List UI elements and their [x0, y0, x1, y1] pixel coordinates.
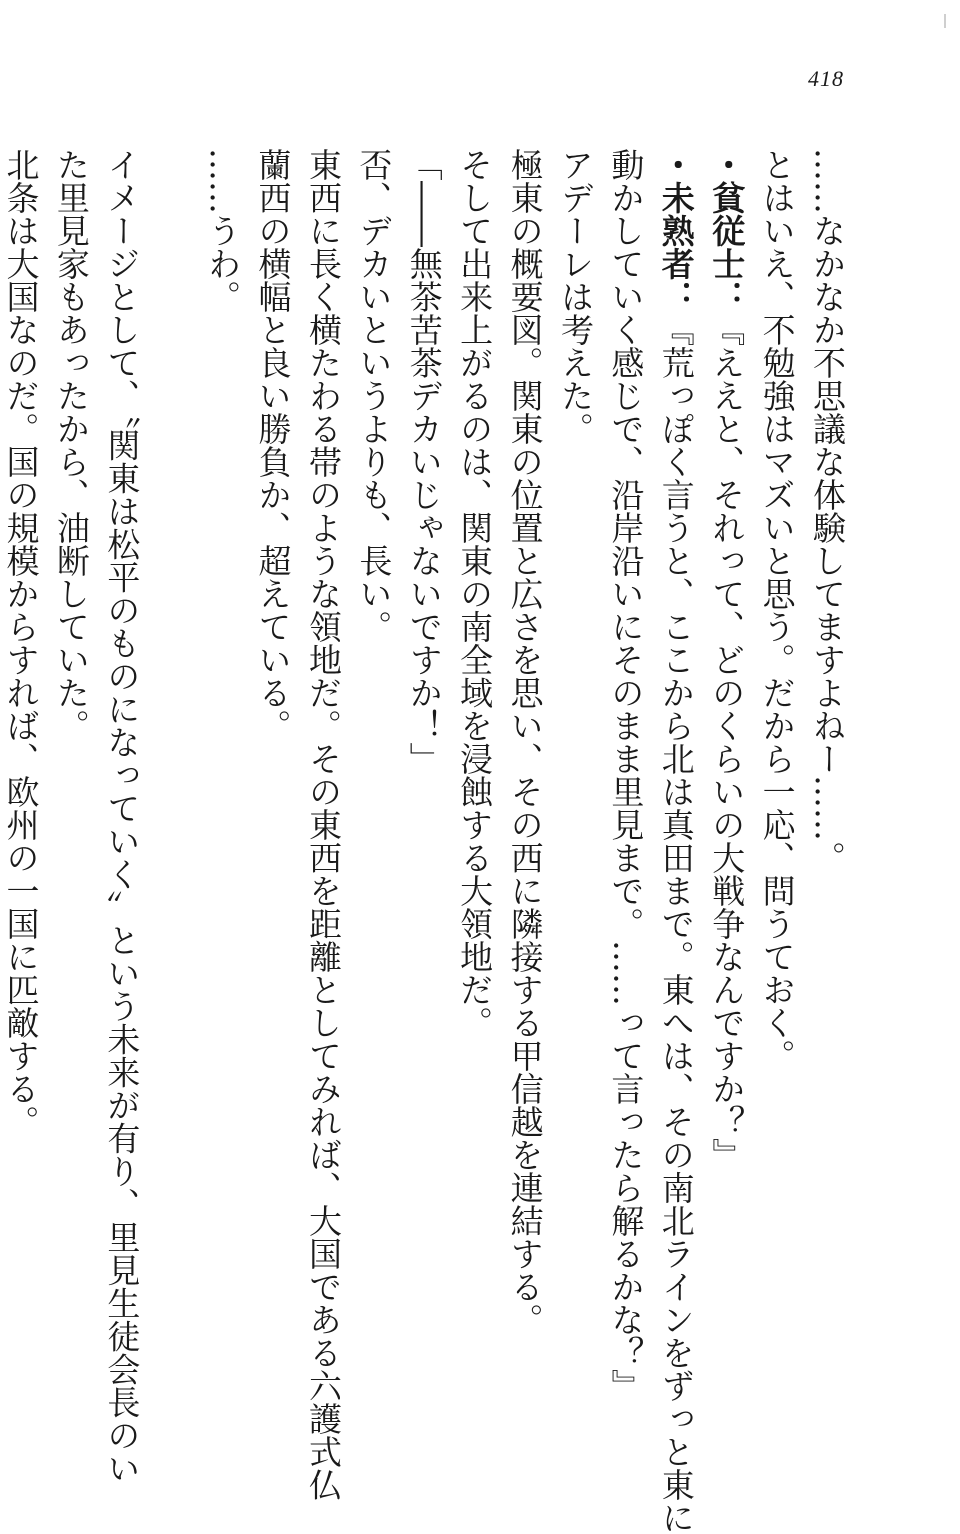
- text-line: [449, 148, 499, 1318]
- text-line: [398, 148, 448, 1318]
- text-line: [46, 148, 96, 1318]
- line-text: 『荒っぽく言うと、ここから北は真田まで。東へは、その南北ラインをずっと東に: [656, 313, 696, 1534]
- text-line: [348, 148, 398, 1318]
- line-text: そして出来上がるのは、関東の南全域を浸蝕する大領地だ。: [455, 148, 495, 1039]
- text-line: [550, 148, 600, 1318]
- line-text: 蘭西の横幅と良い勝負か、超えている。: [253, 148, 293, 742]
- text-line: [298, 148, 348, 1501]
- line-text: とはいえ、不勉強はマズいと思う。だから一応、問うておく。: [757, 148, 797, 1072]
- page-edge-mark: [944, 14, 946, 28]
- line-text: 動かしていく感じで、沿岸沿いにそのまま里見まで。……って言ったら解るかな？』: [606, 148, 646, 1402]
- line-text: ……なかなか不思議な体験してますよねー……。: [808, 148, 847, 874]
- line-text: 否、デカいというよりも、長い。: [354, 148, 394, 643]
- text-line: [802, 148, 852, 1318]
- text-line: [0, 148, 46, 1318]
- page-number: 418: [808, 66, 844, 91]
- line-text: た里見家もあったから、油断していた。: [51, 148, 91, 742]
- text-line: [499, 148, 549, 1336]
- text-line: [197, 148, 247, 1318]
- text-line: [247, 148, 297, 1318]
- line-text: アデーレは考えた。: [555, 148, 595, 445]
- line-text: ……うわ。: [203, 148, 243, 313]
- line-text: 北条は大国なのだ。国の規模からすれば、欧州の一国に匹敵する。: [1, 148, 41, 1138]
- speaker-label: ・貧従士：: [707, 148, 747, 313]
- dialogue-line: [701, 148, 751, 1318]
- vertical-text-body: [0, 148, 852, 1534]
- line-text: イメージとして、〝関東は松平のものになっていく〟という未来が有り、里見生徒会長のい: [102, 148, 142, 1485]
- line-text: 『ええと、それって、どのくらいの大戦争なんですか？』: [707, 313, 747, 1171]
- dialogue-line: [600, 148, 650, 1402]
- blank-line: [146, 148, 196, 1318]
- text-line: [751, 148, 801, 1318]
- line-text: 「――無茶苦茶デカいじゃないですか！」: [404, 148, 444, 775]
- text-line: [96, 148, 146, 1485]
- dialogue-line: [650, 148, 700, 1534]
- speaker-label: ・未熟者：: [656, 148, 696, 313]
- line-text: 極東の概要図。関東の位置と広さを思い、その西に隣接する甲信越を連結する。: [505, 148, 545, 1336]
- line-text: 東西に長く横たわる帯のような領地だ。その東西を距離としてみれば、大国である六護式仏: [303, 148, 343, 1501]
